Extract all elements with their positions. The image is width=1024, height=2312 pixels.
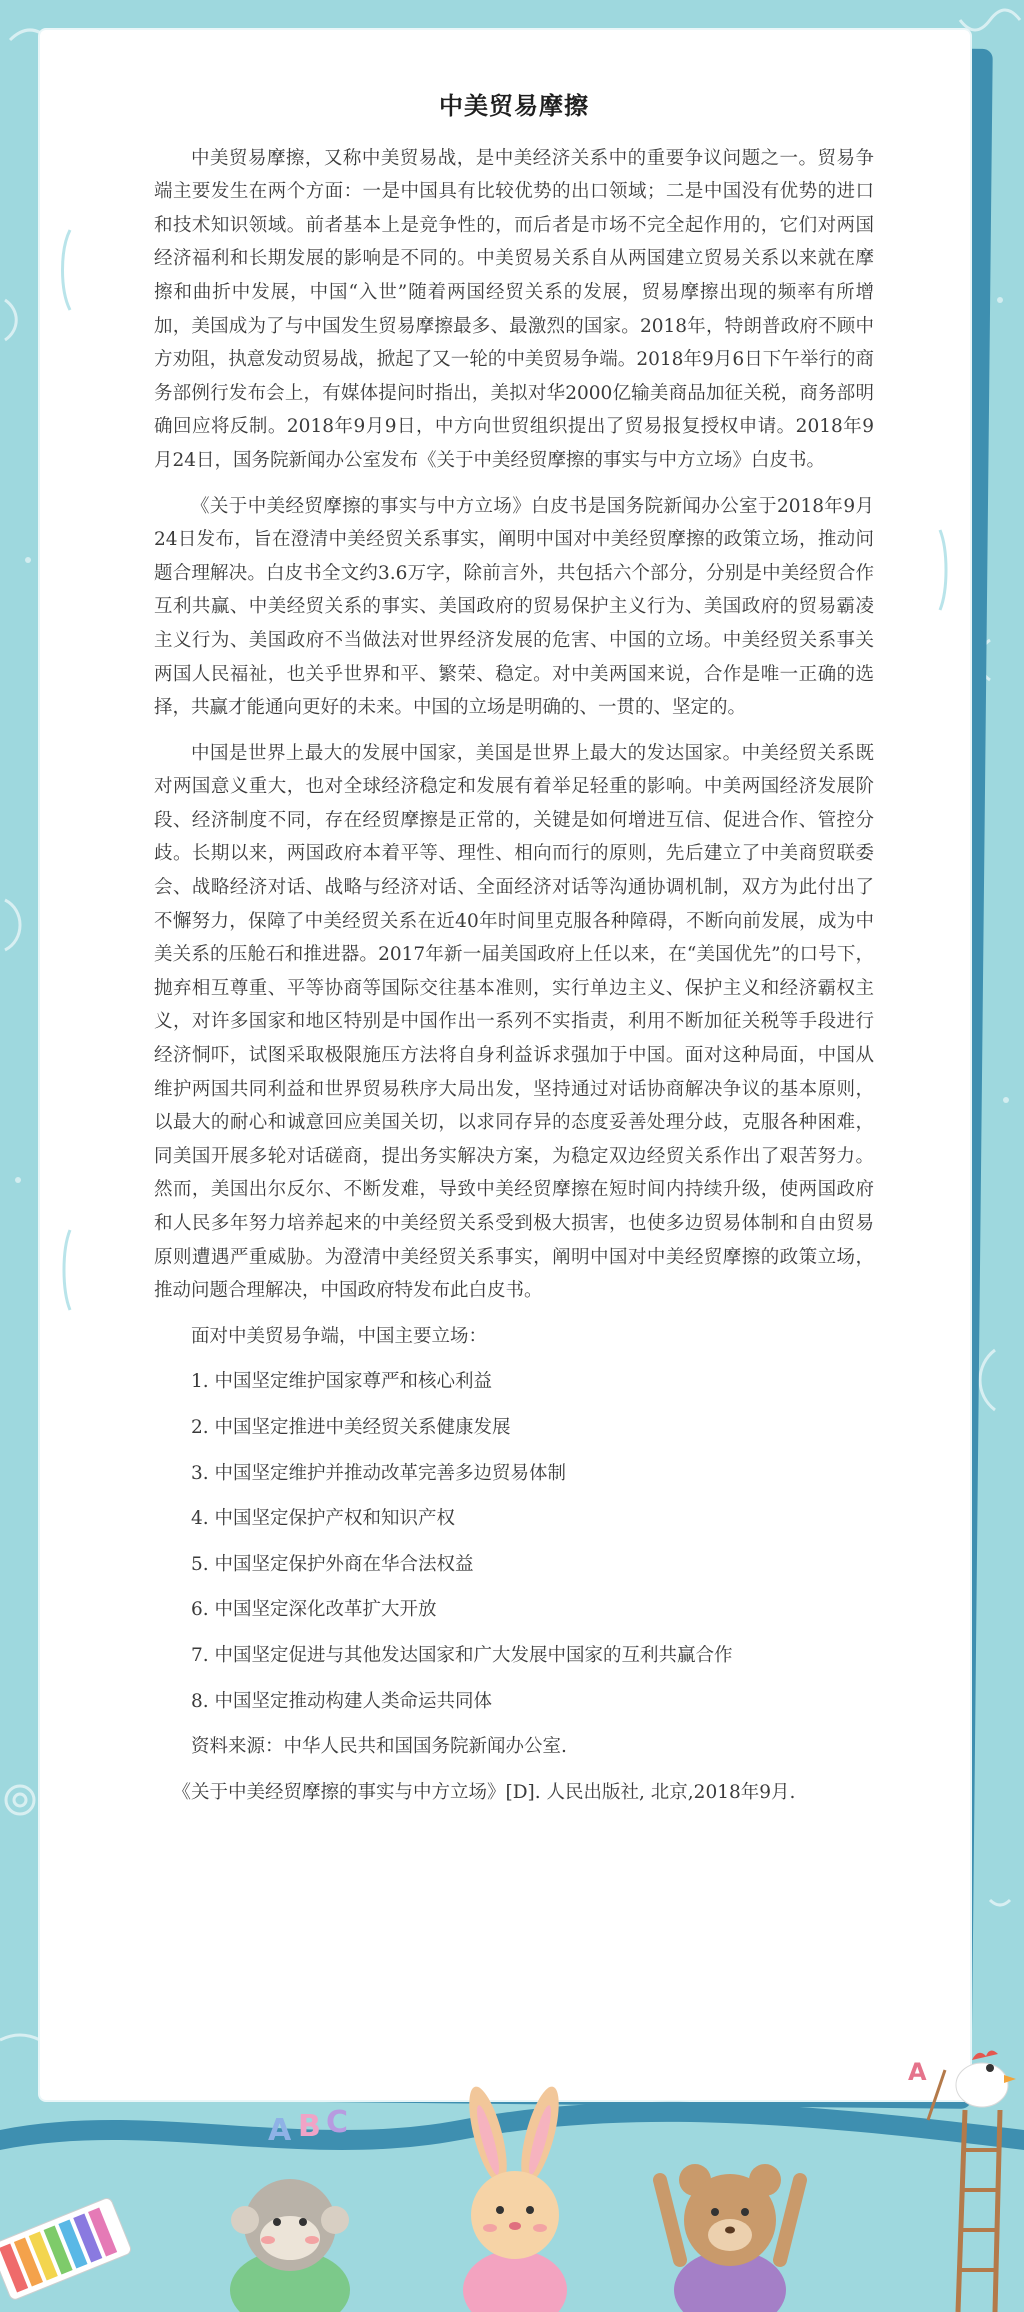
abc-letter-a: A: [268, 2113, 292, 2148]
position-item: 6. 中国坚定深化改革扩大开放: [191, 1599, 437, 1621]
position-item: 1. 中国坚定维护国家尊严和核心利益: [191, 1371, 493, 1393]
paragraph-background: 中国是世界上最大的发展中国家，美国是世界上最大的发达国家。中美经贸关系既对两国意义重大，也对全球经济稳定和发展有着举足轻重的影响。中美两国经济发展阶段、经济制度不同，存在经贸摩擦是正常的，关键是如何增进互信、促进合作、管控分歧。长期以来，两国政府本着平等、理性、相向而行的原则，先后建立了中美商贸联委会、战略经济对话、战略与经济对话、全面经济对话等沟通协调机制，双方为此付出了不懈努力，保障了中美经贸关系在近40年时间里克服各种障碍，不断向前发展，成为中美关系的压舱石和推进器。2017年新一届美国政府上任以来，在“美国优先”的口号下，抛弃相互尊重、平等协商等国际交往基本准则，实行单边主义、保护主义和经济霸权主义，对许多国家和地区特别是中国作出一系列不实指责，利用不断加征关税等手段进行经济恫吓，试图采取极限施压方法将自身利益诉求强加于中国。面对这种局面，中国从维护两国共同利益和世界贸易秩序大局出发，坚持通过对话协商解决争议的基本原则，以最大的耐心和诚意回应美国关切，以求同存异的态度妥善处理分歧，克服各种困难，同美国开展多轮对话磋商，提出务实解决方案，为稳定双边经贸关系作出了艰苦努力。然而，美国出尔反尔、不断发难，导致中美经贸摩擦在短时间内持续升级，使两国政府和人民多年努力培养起来的中美经贸关系受到极大损害，也使多边贸易体制和自由贸易原则遭遇严重威胁。为澄清中美经贸关系事实，阐明中国对中美经贸摩擦的政策立场，推动问题合理解决，中国政府特发布此白皮书。: [154, 742, 874, 1302]
paragraph-whitepaper: 《关于中美经贸摩擦的事实与中方立场》白皮书是国务院新闻办公室于2018年9月24日发布，旨在澄清中美经贸关系事实，阐明中国对中美经贸摩擦的政策立场，推动问题合理解决。白皮书全文约3.6万字，除前言外，共包括六个部分，分别是中美经贸合作互利共赢、中美经贸关系的事实、美国政府的贸易保护主义行为、美国政府的贸易霸凌主义行为、美国政府不当做法对世界经济发展的危害、中国的立场。中美经贸关系事关两国人民福祉，也关乎世界和平、繁荣、稳定。对中美两国来说，合作是唯一正确的选择，共赢才能通向更好的未来。中国的立场是明确的、一贯的、坚定的。: [154, 495, 874, 719]
article: [154, 90, 874, 1821]
positions-intro: 面对中美贸易争端，中国主要立场：: [191, 1325, 488, 1347]
bear-illustration: [660, 2164, 800, 2312]
abc-letter-b: B: [298, 2109, 321, 2144]
position-item: 8. 中国坚定推动构建人类命运共同体: [191, 1690, 493, 1712]
chick-illustration: [956, 2050, 1016, 2107]
abc-letter-c: C: [326, 2105, 349, 2140]
position-item: 5. 中国坚定保护外商在华合法权益: [191, 1553, 474, 1575]
paragraph-intro: 中美贸易摩擦，又称中美贸易战，是中美经济关系中的重要争议问题之一。贸易争端主要发生在两个方面：一是中国具有比较优势的出口领域；二是中国没有优势的进口和技术知识领域。前者基本上是竞争性的，而后者是市场不完全起作用的，它们对两国经济福利和长期发展的影响是不同的。中美贸易关系自从两国建立贸易关系以来就在摩擦和曲折中发展，中国“入世”随着两国经贸关系的发展，贸易摩擦出现的频率有所增加，美国成为了与中国发生贸易摩擦最多、最激烈的国家。2018年，特朗普政府不顾中方劝阻，执意发动贸易战，掀起了又一轮的中美贸易争端。2018年9月6日下午举行的商务部例行发布会上，有媒体提问时指出，美拟对华2000亿输美商品加征关税，商务部明确回应将反制。2018年9月9日，中方向世贸组织提出了贸易报复授权申请。2018年9月24日，国务院新闻办公室发布《关于中美经贸摩擦的事实与中方立场》白皮书。: [154, 147, 874, 471]
sign-letter: A: [908, 2058, 927, 2086]
position-item: 2. 中国坚定推进中美经贸关系健康发展: [191, 1416, 511, 1438]
position-item: 3. 中国坚定维护并推动改革完善多边贸易体制: [191, 1462, 567, 1484]
position-item: 4. 中国坚定保护产权和知识产权: [191, 1508, 456, 1530]
positions-list: [154, 1365, 874, 1718]
cartoon-scene: [0, 2050, 1024, 2312]
position-item: 7. 中国坚定促进与其他发达国家和广大发展中国家的互利共赢合作: [191, 1644, 733, 1666]
source-note: 资料来源：中华人民共和国国务院新闻办公室.: [191, 1736, 567, 1758]
reference-note: 《关于中美经贸摩擦的事实与中方立场》[D]. 人民出版社, 北京,2018年9月.: [172, 1781, 796, 1803]
article-title: 中美贸易摩擦: [439, 92, 589, 120]
sign-illustration: [908, 2058, 945, 2120]
